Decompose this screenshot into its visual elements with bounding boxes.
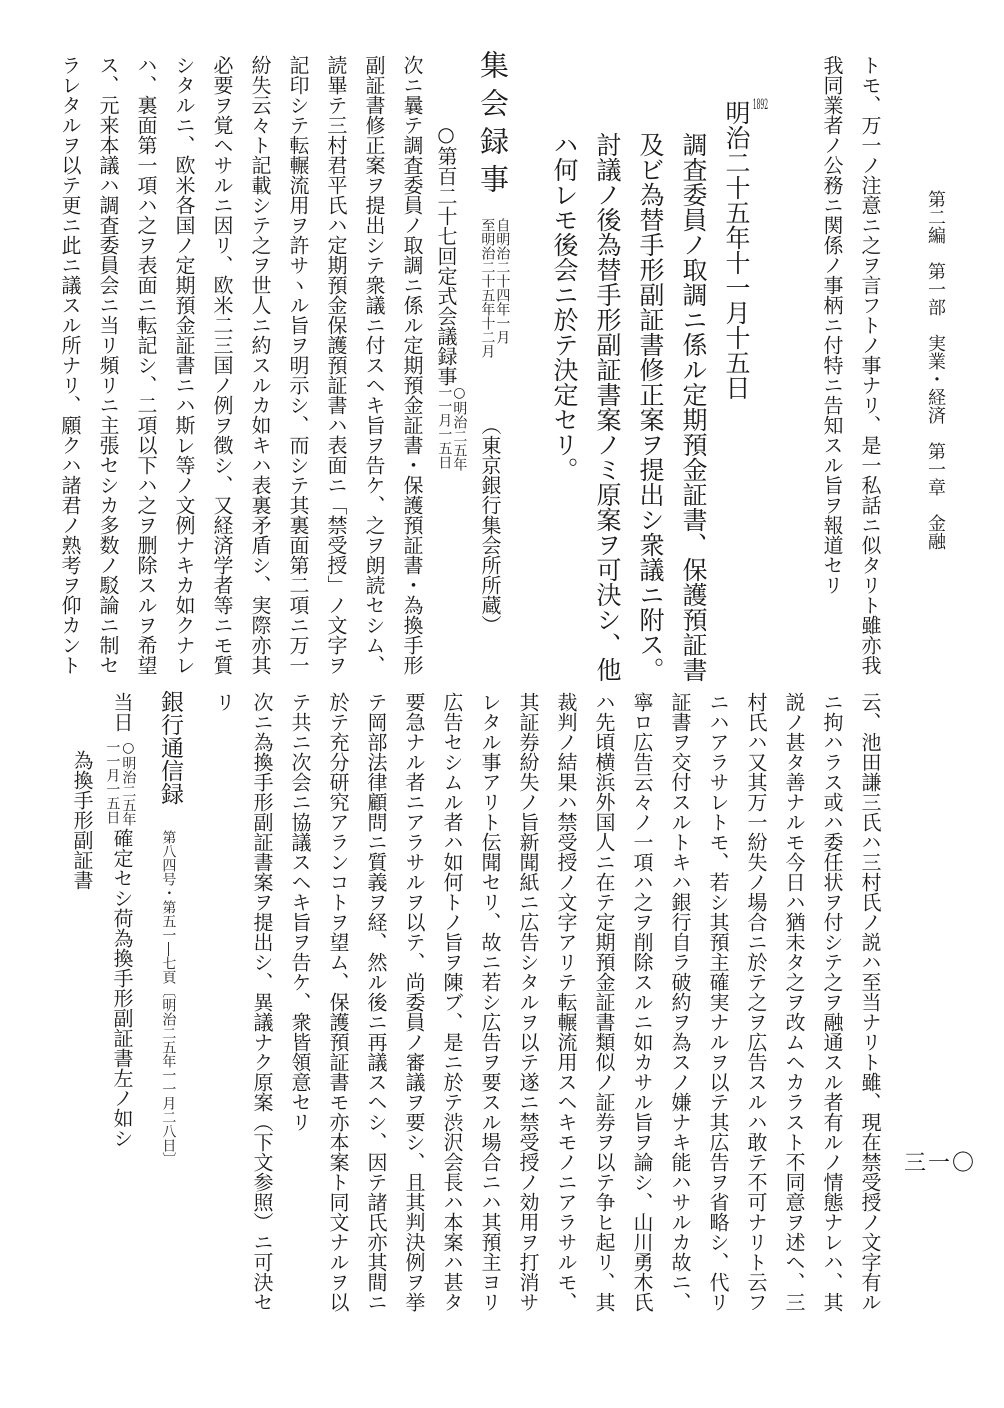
text-line: 紛失云々ト記載シテ之ヲ世人ニ約スルカ如キハ表裏矛盾シ、実際亦其: [248, 55, 272, 675]
text-line: ス、元来本議ハ調査委員会ニ当リ頻リニ主張セシカ多数ノ駁論ニ制セ: [96, 55, 120, 675]
year-value: 1892: [752, 98, 769, 112]
text-line: 於テ充分研究アランコトヲ望ム、保護預証書モ亦本案ト同文ナルヲ以: [326, 692, 350, 1312]
text-line: 必要ヲ覚ヘサルニ因リ、欧米二三国ノ例ヲ徴シ、又経済学者等ニモ質: [210, 55, 234, 675]
text-line: テ岡部法律顧問ニ質義ヲ経、然ル後ニ再議スヘシ、因テ諸氏亦其間ニ: [364, 692, 388, 1312]
entry-date: 明治二十五年十一月十五日: [722, 100, 751, 400]
text-line: 裁判ノ結果ハ禁受授ノ文字アリテ転輾流用スヘキモノニアラサルモ、: [554, 692, 578, 1312]
text-line: シタルニ、欧米各国ノ定期預金証書ニハ斯レ等ノ文例ナキカ如クナレ: [172, 55, 196, 675]
text-line: 証書ヲ交付スルトキハ銀行自ラ破約ヲ為スノ嫌ナキ能ハサルカ故ニ、: [668, 692, 692, 1312]
source-range-start: 自明治二十四年一月: [494, 218, 511, 344]
meeting-date-day: 一一月一五日: [436, 385, 453, 469]
dated-label: 当日: [110, 692, 134, 732]
text-line: 記印シテ転輾流用ヲ許サヽル旨ヲ明示シ、而シテ其裏面第二項ニ万一: [286, 55, 310, 675]
year-marker: [752, 98, 767, 112]
entry-line: 及ビ為替手形副証書修正案ヲ提出シ衆議ニ附ス。: [636, 132, 665, 682]
text-line: 広告セシムル者ハ如何トノ旨ヲ陳ブ、是ニ於テ渋沢会長ハ本案ハ甚タ: [440, 692, 464, 1312]
source-holder: （東京銀行集会所所蔵）: [478, 415, 502, 635]
text-line: ハ、裏面第一項ハ之ヲ表面ニ転記シ、二項以下ハ之ヲ删除スルヲ希望: [134, 55, 158, 675]
text-line: 云、池田謙三氏ハ三村氏ノ説ハ至当ナリト雖、現在禁受授ノ文字有ル: [858, 692, 882, 1312]
source-title: 集会録事: [476, 50, 510, 202]
text-line: 村氏ハ又其万一紛失ノ場合ニ於テ之ヲ広告スルハ敢テ不可ナリト云フ: [744, 692, 768, 1312]
text-line: ニ拘ハラス或ハ委任状ヲ付シテ之ヲ融通スル者有ルノ情態ナレハ、其: [820, 692, 844, 1312]
text-line: 説ノ甚タ善ナルモ今日ハ猶未タ之ヲ改ムヘカラスト不同意ヲ述ヘ、三: [782, 692, 806, 1312]
text-line: 副証書修正案ヲ提出シテ衆議ニ付スヘキ旨ヲ告ケ、之ヲ朗読セシム、: [362, 55, 386, 675]
text-line: ニハアラサレトモ、若シ其預主確実ナルヲ以テ其広告ヲ省略シ、代リ: [706, 692, 730, 1312]
text-line: レタル事アリト伝聞セリ、故ニ若シ広告ヲ要スル場合ニハ其預主ヨリ: [478, 692, 502, 1312]
meeting-date-year: ○明治二五年: [451, 385, 468, 471]
text-line: 寧ロ広告云々ノ一項ハ之ヲ削除スルニ如カサル旨ヲ論シ、山川勇木氏: [630, 692, 654, 1312]
text-line: ラレタルヲ以テ更ニ此ニ議スル所ナリ、願クハ諸君ノ熟考ヲ仰カント: [58, 55, 82, 675]
dated-text: 確定セシ荷為換手形副証書左ノ如シ: [110, 828, 134, 1148]
dated-date-year: ○明治二五年: [120, 740, 137, 826]
dated-date-day: 一一月一五日: [104, 740, 121, 824]
entry-line: ハ何レモ後会ニ於テ決定セリ。: [550, 132, 579, 482]
text-line: 要急ナル者ニアラサルヲ以テ、尚委員ノ審議ヲ要シ、且其判決例ヲ挙: [402, 692, 426, 1312]
meeting-heading: ○第百二十七回定式会議録事: [434, 122, 458, 386]
source-range-end: 至明治二十五年十二月: [479, 218, 496, 358]
entry-line: 討議ノ後為替手形副証書案ノミ原案ヲ可決シ、他: [593, 132, 622, 682]
text-line: 次ニ曩テ調査委員ノ取調ニ係ル定期預金証書・保護預証書・為換手形: [400, 55, 424, 675]
text-line: 其証券紛失ノ旨新聞紙ニ広告シタルヲ以テ遂ニ禁受授ノ効用ヲ打消サ: [516, 692, 540, 1312]
text-line: テ共ニ次会ニ協議スヘキ旨ヲ告ケ、衆皆領意セリ: [288, 692, 312, 1132]
running-header: 第二編 第一部 実業・経済 第一章 金融: [925, 190, 946, 550]
source-title: 銀行通信録: [157, 690, 183, 805]
text-line: ハ先頃横浜外国人ニ在テ定期預金証書類似ノ証券ヲ以テ争ヒ起リ、其: [592, 692, 616, 1312]
sub-heading: 為換手形副証書: [70, 750, 94, 890]
entry-line: 調査委員ノ取調ニ係ル定期預金証書、保護預証書: [679, 132, 708, 682]
source-reference: 第八四号・第五一―七頁〔明治二五年一一月二八日〕: [160, 830, 177, 1166]
page-number: 三一〇: [904, 1151, 977, 1176]
text-line: 我同業者ノ公務ニ関係ノ事柄ニ付特ニ告知スル旨ヲ報道セリ: [820, 55, 844, 595]
text-line: 次ニ為換手形副証書案ヲ提出シ、異議ナク原案（下文参照）ニ可決セ: [250, 692, 274, 1312]
text-line: 読畢テ三村君平氏ハ定期預金保護預証書ハ表面ニ「禁受授」ノ文字ヲ: [324, 55, 348, 675]
text-line: リ: [212, 692, 236, 712]
text-line: トモ、万一ノ注意ニ之ヲ言フトノ事ナリ、是一私話ニ似タリト雖亦我: [858, 55, 882, 675]
